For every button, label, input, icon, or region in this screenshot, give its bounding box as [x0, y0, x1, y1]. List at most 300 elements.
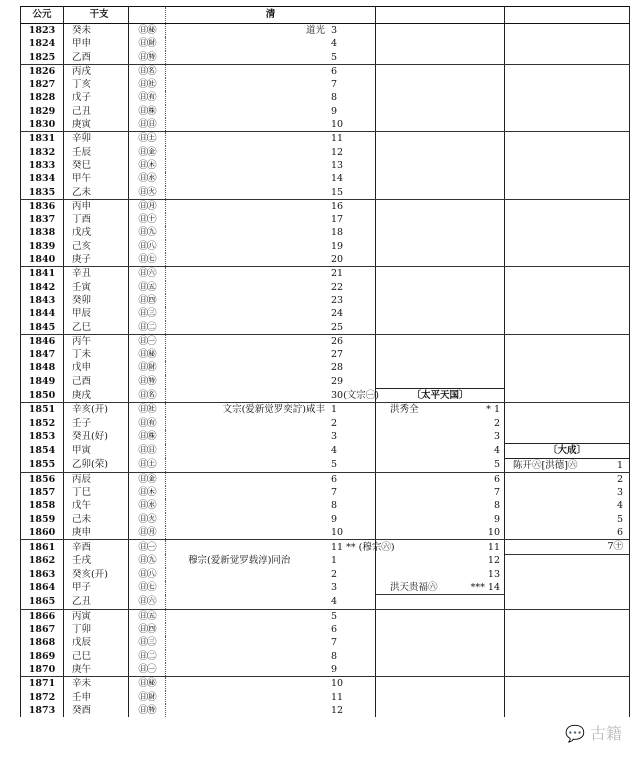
reign-year: 3 [493, 431, 500, 443]
qing-cell [166, 636, 376, 649]
year-cell: 1832 [21, 146, 64, 159]
table-row [21, 499, 630, 512]
reign-year: 8 [331, 500, 338, 512]
dacheng-cell [505, 361, 630, 374]
era-name [168, 473, 188, 486]
ganzhi-cell: 戊戌 [64, 226, 129, 239]
table-row [21, 348, 630, 361]
reign-year: 11 ** (穆宗㊅) [331, 541, 395, 553]
reign-year: 2 [331, 417, 338, 429]
year-cell: 1848 [21, 361, 64, 374]
qing-cell [166, 64, 376, 78]
table-row [21, 334, 630, 348]
symbol-cell: ㊐㊑ [129, 430, 166, 444]
year-cell: 1855 [21, 458, 64, 472]
table-row [21, 78, 630, 91]
year-cell: 1849 [21, 375, 64, 389]
reign-year: 13 [487, 568, 500, 580]
dacheng-header: 〔大成〕 [505, 444, 630, 458]
taiping-cell [376, 64, 505, 78]
table-row [21, 267, 630, 281]
symbol-cell: ㊐㊒ [129, 91, 166, 104]
reign-year: 12 [331, 146, 344, 158]
era-name [168, 375, 188, 388]
taiping-cell [376, 704, 505, 717]
table-row [21, 513, 630, 526]
era-name [168, 321, 188, 334]
reign-year: 6 [331, 65, 338, 77]
reign-year: 1 [331, 555, 338, 567]
taiping-cell [376, 513, 505, 526]
era-name [168, 650, 188, 663]
dacheng-cell [505, 321, 630, 335]
dacheng-cell [505, 132, 630, 146]
table-row [21, 132, 630, 146]
dacheng-cell [505, 334, 630, 348]
ganzhi-cell: 戊申 [64, 361, 129, 374]
ganzhi-cell: 丁亥 [64, 78, 129, 91]
reign-year: 9 [493, 513, 500, 525]
taiping-cell [376, 458, 505, 472]
taiping-cell [376, 581, 505, 595]
reign-year: 27 [331, 349, 344, 361]
dacheng-cell [505, 24, 630, 38]
taiping-cell [376, 213, 505, 226]
dacheng-cell [505, 609, 630, 623]
reign-year: * 1 [486, 404, 500, 416]
qing-cell [166, 417, 376, 430]
reign-year: 2 [616, 473, 623, 485]
symbol-cell: ㊐㊑ [129, 105, 166, 118]
reign-year: 28 [331, 362, 344, 374]
symbol-cell: ㊐㊈ [129, 554, 166, 568]
symbol-cell: ㊐㊍ [129, 486, 166, 499]
year-cell: 1841 [21, 267, 64, 281]
table-row [21, 430, 630, 444]
qing-cell [166, 458, 376, 472]
table-row [21, 581, 630, 595]
qing-cell [166, 132, 376, 146]
era-name [168, 335, 188, 348]
qing-cell [166, 24, 376, 38]
symbol-cell: ㊐㊄ [129, 609, 166, 623]
era-name [168, 146, 188, 159]
qing-cell [166, 91, 376, 104]
ganzhi-cell: 庚戌 [64, 389, 129, 403]
table-row [21, 240, 630, 253]
symbol-cell: ㊐㊙ [129, 348, 166, 361]
era-name [168, 595, 188, 608]
header-qing: 清 [166, 7, 376, 24]
table-row [21, 37, 630, 50]
reign-year: 11 [487, 541, 500, 553]
taiping-cell [376, 375, 505, 389]
table-row [21, 704, 630, 717]
year-cell: 1854 [21, 444, 64, 458]
symbol-cell: ㊐㊂ [129, 636, 166, 649]
symbol-cell: ㊐㊏ [129, 458, 166, 472]
dacheng-cell [505, 486, 630, 499]
dacheng-cell [505, 540, 630, 554]
era-name [168, 526, 188, 539]
reign-year: *** 14 [470, 582, 500, 594]
dacheng-cell [505, 199, 630, 213]
era-name [168, 581, 188, 594]
table-row [21, 691, 630, 704]
dacheng-cell [505, 267, 630, 281]
dacheng-cell [505, 240, 630, 253]
reign-year: 5 [331, 459, 338, 471]
ganzhi-cell: 己巳 [64, 650, 129, 663]
year-cell: 1873 [21, 704, 64, 717]
table-row [21, 623, 630, 636]
taiping-cell [376, 118, 505, 132]
symbol-cell: ㊐㊁ [129, 321, 166, 335]
table-row [21, 199, 630, 213]
header-taiping-col [376, 7, 505, 24]
reign-year: 10 [487, 526, 500, 538]
taiping-cell [376, 595, 505, 609]
ruler-name: 洪天贵福㊅ [390, 582, 438, 594]
dacheng-cell [505, 403, 630, 417]
qing-cell [166, 294, 376, 307]
qing-cell [166, 403, 376, 417]
era-name [168, 430, 188, 443]
dacheng-cell [505, 704, 630, 717]
reign-year: 14 [331, 173, 344, 185]
taiping-cell [376, 430, 505, 444]
ganzhi-cell: 辛酉 [64, 540, 129, 554]
qing-cell [166, 334, 376, 348]
year-cell: 1863 [21, 568, 64, 581]
era-name [168, 691, 188, 704]
year-cell: 1840 [21, 253, 64, 267]
year-cell: 1847 [21, 348, 64, 361]
table-row [21, 361, 630, 374]
reign-year: 29 [331, 375, 344, 387]
year-cell: 1823 [21, 24, 64, 38]
qing-cell [166, 691, 376, 704]
dacheng-cell [505, 623, 630, 636]
reign-year: 4 [493, 445, 500, 457]
symbol-cell: ㊐㊌ [129, 172, 166, 185]
era-name [168, 458, 188, 471]
taiping-cell [376, 650, 505, 663]
qing-cell [166, 159, 376, 172]
taiping-cell [376, 307, 505, 320]
symbol-cell: ㊐㊖ [129, 691, 166, 704]
year-cell: 1837 [21, 213, 64, 226]
ganzhi-cell: 丙辰 [64, 472, 129, 486]
qing-cell [166, 499, 376, 512]
taiping-cell [376, 37, 505, 50]
qing-cell [166, 240, 376, 253]
era-name [168, 240, 188, 253]
era-name [168, 267, 188, 280]
reign-year: 3 [616, 487, 623, 499]
taiping-cell [376, 146, 505, 159]
table-row [21, 159, 630, 172]
dacheng-cell [505, 595, 630, 609]
reign-year: 4 [616, 500, 623, 512]
reign-year: 15 [331, 186, 344, 198]
table-row [21, 677, 630, 691]
taiping-cell [376, 663, 505, 677]
reign-year: 9 [331, 105, 338, 117]
year-cell: 1869 [21, 650, 64, 663]
reign-year: 11 [331, 691, 344, 703]
dacheng-cell [505, 472, 630, 486]
table-header-row [21, 7, 630, 24]
reign-year: 23 [331, 294, 344, 306]
ganzhi-cell: 丙寅 [64, 609, 129, 623]
table-row [21, 172, 630, 185]
taiping-cell [376, 294, 505, 307]
table-row [21, 118, 630, 132]
taiping-cell [376, 499, 505, 512]
symbol-cell: ㊐㊋ [129, 513, 166, 526]
reign-year: 7㊉ [607, 541, 623, 553]
reign-year: 3 [331, 25, 338, 36]
year-cell: 1843 [21, 294, 64, 307]
symbol-cell: ㊐㊀ [129, 334, 166, 348]
ganzhi-cell: 癸卯 [64, 294, 129, 307]
ganzhi-cell: 丙午 [64, 334, 129, 348]
watermark: 💬 古籍 [564, 724, 622, 743]
table-row [21, 307, 630, 320]
ganzhi-cell: 壬戌 [64, 554, 129, 568]
taiping-cell [376, 240, 505, 253]
dacheng-cell [505, 513, 630, 526]
ganzhi-cell: 己亥 [64, 240, 129, 253]
taiping-cell [376, 267, 505, 281]
qing-cell [166, 186, 376, 200]
symbol-cell: ㊐㊋ [129, 186, 166, 200]
ganzhi-cell: 己丑 [64, 105, 129, 118]
year-cell: 1835 [21, 186, 64, 200]
dacheng-cell [505, 568, 630, 581]
taiping-cell [376, 472, 505, 486]
year-cell: 1850 [21, 389, 64, 403]
dacheng-cell [505, 159, 630, 172]
table-row [21, 321, 630, 335]
reign-year: 18 [331, 227, 344, 239]
era-name [168, 610, 188, 623]
year-cell: 1833 [21, 159, 64, 172]
symbol-cell: ㊐㊉ [129, 213, 166, 226]
year-cell: 1859 [21, 513, 64, 526]
ganzhi-cell: 丁酉 [64, 213, 129, 226]
taiping-cell [376, 253, 505, 267]
reign-year: 1 [616, 459, 623, 471]
reign-year: 3 [331, 431, 338, 443]
header-symbols [129, 7, 166, 24]
taiping-cell [376, 348, 505, 361]
symbol-cell: ㊐㊃ [129, 623, 166, 636]
reign-year: 10 [331, 526, 344, 538]
era-name [168, 704, 188, 717]
table-row [21, 226, 630, 239]
header-ganzhi: 干支 [64, 7, 129, 24]
taiping-cell [376, 444, 505, 458]
ganzhi-cell: 辛卯 [64, 132, 129, 146]
reign-year: 12 [331, 704, 344, 716]
year-cell: 1826 [21, 64, 64, 78]
qing-cell [166, 677, 376, 691]
reign-year: 2 [331, 568, 338, 580]
qing-cell [166, 375, 376, 389]
reign-year: 7 [331, 637, 338, 649]
reign-year: 20 [331, 254, 344, 266]
reign-year: 6 [331, 624, 338, 636]
year-cell: 1830 [21, 118, 64, 132]
year-cell: 1858 [21, 499, 64, 512]
taiping-cell [376, 24, 505, 38]
table-row [21, 486, 630, 499]
taiping-cell [376, 609, 505, 623]
reign-year: 5 [331, 51, 338, 63]
ganzhi-cell: 乙丑 [64, 595, 129, 609]
table-row [21, 650, 630, 663]
symbol-cell: ㊐㊔ [129, 389, 166, 403]
table-row [21, 472, 630, 486]
reign-year: 10 [331, 119, 344, 131]
year-cell: 1871 [21, 677, 64, 691]
table-row [21, 417, 630, 430]
taiping-cell [376, 159, 505, 172]
dacheng-cell [505, 307, 630, 320]
dacheng-cell [505, 636, 630, 649]
table-row [21, 595, 630, 609]
symbol-cell: ㊐㊙ [129, 24, 166, 38]
dacheng-cell [505, 375, 630, 389]
ganzhi-cell: 丙戌 [64, 64, 129, 78]
symbol-cell: ㊐㊀ [129, 540, 166, 554]
reign-year: 6 [331, 473, 338, 485]
table-row [21, 186, 630, 200]
ganzhi-cell: 己未 [64, 513, 129, 526]
taiping-cell [376, 636, 505, 649]
era-name [168, 213, 188, 226]
ganzhi-cell: 己酉 [64, 375, 129, 389]
year-cell: 1831 [21, 132, 64, 146]
era-name [168, 499, 188, 512]
year-cell: 1828 [21, 91, 64, 104]
qing-cell [166, 348, 376, 361]
table-row [21, 554, 630, 568]
symbol-cell: ㊐㊃ [129, 294, 166, 307]
symbol-cell: ㊐㊐ [129, 118, 166, 132]
qing-cell [166, 650, 376, 663]
symbol-cell: ㊐㊕ [129, 704, 166, 717]
era-name [168, 513, 188, 526]
taiping-cell [376, 361, 505, 374]
era-name [168, 636, 188, 649]
symbol-cell: ㊐㊇ [129, 568, 166, 581]
table-row [21, 375, 630, 389]
era-name [168, 389, 188, 402]
ganzhi-cell: 壬辰 [64, 146, 129, 159]
reign-year: 6 [616, 526, 623, 538]
year-cell: 1862 [21, 554, 64, 568]
taiping-cell [376, 568, 505, 581]
taiping-cell [376, 334, 505, 348]
symbol-cell: ㊐㊊ [129, 199, 166, 213]
year-cell: 1856 [21, 472, 64, 486]
reign-year: 7 [331, 487, 338, 499]
ganzhi-cell: 庚寅 [64, 118, 129, 132]
reign-year: 26 [331, 335, 344, 347]
year-cell: 1842 [21, 281, 64, 294]
reign-year: 7 [331, 79, 338, 91]
qing-cell [166, 321, 376, 335]
ganzhi-cell: 癸亥(开) [64, 568, 129, 581]
ruler-name: 洪秀全 [390, 404, 419, 416]
year-cell: 1860 [21, 526, 64, 540]
qing-cell [166, 361, 376, 374]
dacheng-cell [505, 91, 630, 104]
symbol-cell: ㊐㊎ [129, 146, 166, 159]
year-cell: 1865 [21, 595, 64, 609]
dacheng-cell [505, 253, 630, 267]
dacheng-cell [505, 691, 630, 704]
year-cell: 1870 [21, 663, 64, 677]
year-cell: 1846 [21, 334, 64, 348]
qing-cell [166, 172, 376, 185]
ganzhi-cell: 庚申 [64, 526, 129, 540]
reign-year: 8 [331, 650, 338, 662]
taiping-cell [376, 691, 505, 704]
symbol-cell: ㊐㊕ [129, 375, 166, 389]
qing-cell [166, 281, 376, 294]
qing-cell [166, 253, 376, 267]
taiping-cell [376, 403, 505, 417]
dacheng-cell [505, 37, 630, 50]
reign-year: 13 [331, 159, 344, 171]
table-row [21, 458, 630, 472]
era-name [168, 226, 188, 239]
taiping-cell [376, 91, 505, 104]
reign-year: 5 [616, 513, 623, 525]
dacheng-cell [505, 172, 630, 185]
table-body [21, 24, 630, 718]
ganzhi-cell: 乙卯(荣) [64, 458, 129, 472]
reign-year: 21 [331, 268, 344, 280]
taiping-cell [376, 281, 505, 294]
taiping-cell [376, 132, 505, 146]
ganzhi-cell: 癸未 [64, 24, 129, 38]
reign-year: 2 [493, 417, 500, 429]
year-cell: 1851 [21, 403, 64, 417]
reign-year: 30(文宗㊀) [331, 389, 380, 401]
ganzhi-cell: 壬子 [64, 417, 129, 430]
reign-year: 11 [331, 133, 344, 145]
reign-year: 5 [331, 610, 338, 622]
dacheng-cell [505, 677, 630, 691]
reign-year: 4 [331, 596, 338, 608]
era-name [168, 78, 188, 91]
ganzhi-cell: 乙酉 [64, 51, 129, 65]
ganzhi-cell: 癸丑(好) [64, 430, 129, 444]
era-name [168, 91, 188, 104]
ganzhi-cell: 乙未 [64, 186, 129, 200]
taiping-cell [376, 417, 505, 430]
reign-year: 8 [493, 500, 500, 512]
symbol-cell: ㊐㊌ [129, 499, 166, 512]
table-row [21, 636, 630, 649]
era-name [168, 253, 188, 266]
year-cell: 1844 [21, 307, 64, 320]
